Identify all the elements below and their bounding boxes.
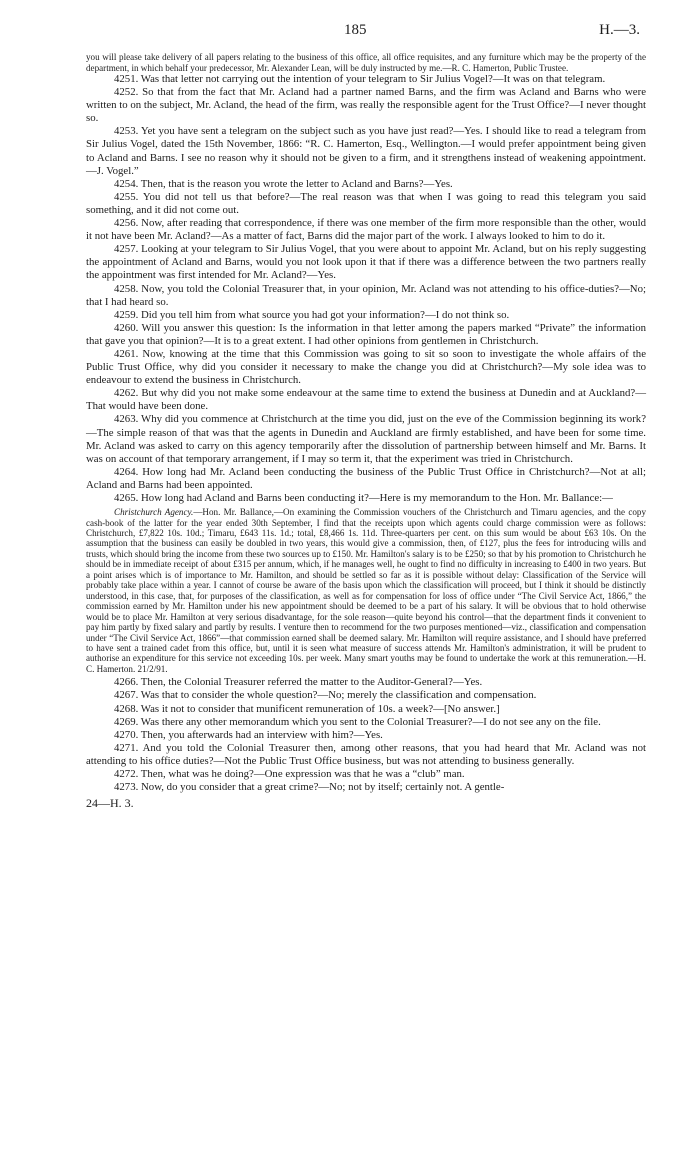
question-4269: 4269. Was there any other memorandum which you sent to the Colonial Treasurer?—I do not see any on the file.: [114, 715, 601, 728]
question-4260: 4260. Will you answer this question: Is the information in that letter among the papers marked “Private” the information that gave you that opinion?—It is to a great extent. I had other opinions from gentlemen in Christchurch.: [86, 321, 646, 347]
question-4253: 4253. Yet you have sent a telegram on the subject such as you have just read?—Yes. I should like to read a telegram from Sir Julius Vogel, dated the 15th November, 1866: “R. C. Hamerton, Esq., Wellington.—I would prefer appointment being given to Acland and Barns. I see no reason why it should not be given to a firm, and it strengthens instead of weakening appointment.—J. Vogel.”: [86, 125, 646, 177]
question-4268: 4268. Was it not to consider that munificent remuneration of 10s. a week?—[No answer.]: [114, 702, 500, 715]
memo-body: —Hon. Mr. Ballance,—On examining the Commission vouchers of the Christchurch and Timaru agencies, and the copy cash-book of the latter for the year ended 30th September, I find that the receipts upon which agents could charge commission were as follows: Christchurch, £7,822 10s. 10d.; Timaru, £643 11s. 1d.; total, £8,466 1s. 11d. Three-quarters per cent. on this sum would be about £63 10s. On the assumption that the business can easily be doubled in two years, this would give a commission, then, of £127, plus the fees for introducing wills and trusts, which should bring the income from these two sources up to £150. Mr. Hamilton's salary is to be £250; so that by his promotion to Christchurch he should be in immediate receipt of about £315 per annum, which, if he manages well, he ought to find no difficulty in increasing to £400 in two years. But a point arises which is of importance to Mr. Hamilton, and should be settled so far as it is possible without delay: Classification of the Service will probably take place within a year. I cannot of course be aware of the basis upon which the classification will proceed, but I think it should be distinctly understood, in this case, that, for purposes of the classification, as well as for compensation for loss of office under “The Civil Service Act, 1866,” the commission earned by Mr. Hamilton under his new appointment should be deemed to be a part of his salary. It will be obvious that to hold otherwise would be to place Mr. Hamilton at very serious disadvantage, for the sole reason—quite beyond his control—that the department finds it convenient to pay him partly by fixed salary and partly by results. I venture then to recommend for the two purposes mentioned—viz., classification and compensation under “The Civil Service Act, 1866”—that commission earned shall be deemed salary. Mr. Hamilton will require assistance, and I should have preferred to have sent a trained cadet from this office, but, until it is seen what measure of success attends Mr. Hamilton's administration, it will be prudent to authorise an expenditure for this service not exceeding 10s. per week. Many smart youths may be found to undertake the work at this remuneration.—H. C. Hamerton. 21/2/91.: [86, 507, 646, 674]
question-4266: 4266. Then, the Colonial Treasurer referred the matter to the Auditor-General?—Yes.: [114, 676, 483, 689]
question-4256: 4256. Now, after reading that correspondence, if there was one member of the firm more responsible than the other, would it not have been Mr. Acland?—As a matter of fact, Barns did the major part of the work. I always looked to him to do it.: [86, 217, 646, 243]
evidence-block-a: [86, 73, 646, 505]
question-4257: 4257. Looking at your telegram to Sir Julius Vogel, that you were about to appoint Mr. Acland, but on his reply suggesting the appointment of Acland and Barns, would you not look upon it that if there was a difference between the two partners really the appointment was first intended for Mr. Acland?—Yes.: [86, 243, 646, 282]
page-footer: 24—H. 3.: [86, 796, 134, 811]
memorandum: [86, 507, 646, 674]
document-code: H.—3.: [599, 22, 640, 38]
question-4262: 4262. But why did you not make some endeavour at the same time to extend the business at Dunedin and at Auckland?—That would have been done.: [86, 387, 646, 413]
question-4252: 4252. So that from the fact that Mr. Acland had a partner named Barns, and the firm was Acland and Barns who were written to on the subject, Mr. Acland, the head of the firm, was really the responsible agent for the Trust Office?—I never thought so.: [86, 86, 646, 125]
page-number: 185: [344, 22, 367, 38]
question-4271: 4271. And you told the Colonial Treasurer then, among other reasons, that you had heard that Mr. Acland was not attending to his office duties?—Not the Public Trust Office business, but was not attending to business generally.: [86, 741, 646, 767]
question-4273: 4273. Now, do you consider that a great crime?—No; not by itself; certainly not. A gentle-: [114, 781, 505, 794]
question-4259: 4259. Did you tell him from what source you had got your information?—I do not think so.: [114, 308, 510, 321]
evidence-block-b: [86, 676, 646, 794]
question-4265: 4265. How long had Acland and Barns been conducting it?—Here is my memorandum to the Hon. Mr. Ballance:—: [114, 492, 613, 504]
page-header: [86, 22, 646, 52]
question-4267: 4267. Was that to consider the whole question?—No; merely the classification and compensation.: [114, 689, 537, 702]
document-page: [86, 22, 646, 811]
question-4272: 4272. Then, what was he doing?—One expression was that he was a “club” man.: [114, 768, 465, 780]
question-4251: 4251. Was that letter not carrying out the intention of your telegram to Sir Julius Vogel?—It was on that telegram.: [114, 73, 606, 85]
question-4254: 4254. Then, that is the reason you wrote the letter to Acland and Barns?—Yes.: [114, 177, 453, 190]
question-4264: 4264. How long had Mr. Acland been conducting the business of the Public Trust Office in Christchurch?—Not at all; Acland and Barns had been appointed.: [86, 465, 646, 491]
memo-heading: Christchurch Agency.: [114, 507, 194, 518]
question-4263: 4263. Why did you commence at Christchurch at the time you did, just on the eve of the Commission beginning its work?—The simple reason of that was that the agents in Dunedin and Auckland are firmly established, and have been for some time. Mr. Acland was asked to carry on this agency temporarily after the dissolution of partnership between himself and Mr. Barns. It was on account of that temporary arrangement, if I may so term it, that the experiment was tried in Christchurch.: [86, 413, 646, 465]
question-4258: 4258. Now, you told the Colonial Treasurer that, in your opinion, Mr. Acland was not attending to his office-duties?—No; that I had heard so.: [86, 282, 646, 308]
question-4270: 4270. Then, you afterwards had an interview with him?—Yes.: [114, 728, 383, 741]
question-4261: 4261. Now, knowing at the time that this Commission was going to sit so soon to investigate the whole affairs of the Public Trust Office, why did you consider it necessary to make the change you did at Christchurch?—My sole idea was to endeavour to extend the business in Christchurch.: [86, 347, 646, 387]
intro-paragraph: you will please take delivery of all papers relating to the business of this office, all office requisites, and any furniture which may be the property of the department, in which behalf your predecessor, Mr. Alexander Lean, will be duly instructed by me.—R. C. Hamerton, Public Trustee.: [86, 52, 646, 73]
question-4255: 4255. You did not tell us that before?—The real reason was that when I was going to read this telegram you said something, and it did not come out.: [86, 190, 646, 216]
